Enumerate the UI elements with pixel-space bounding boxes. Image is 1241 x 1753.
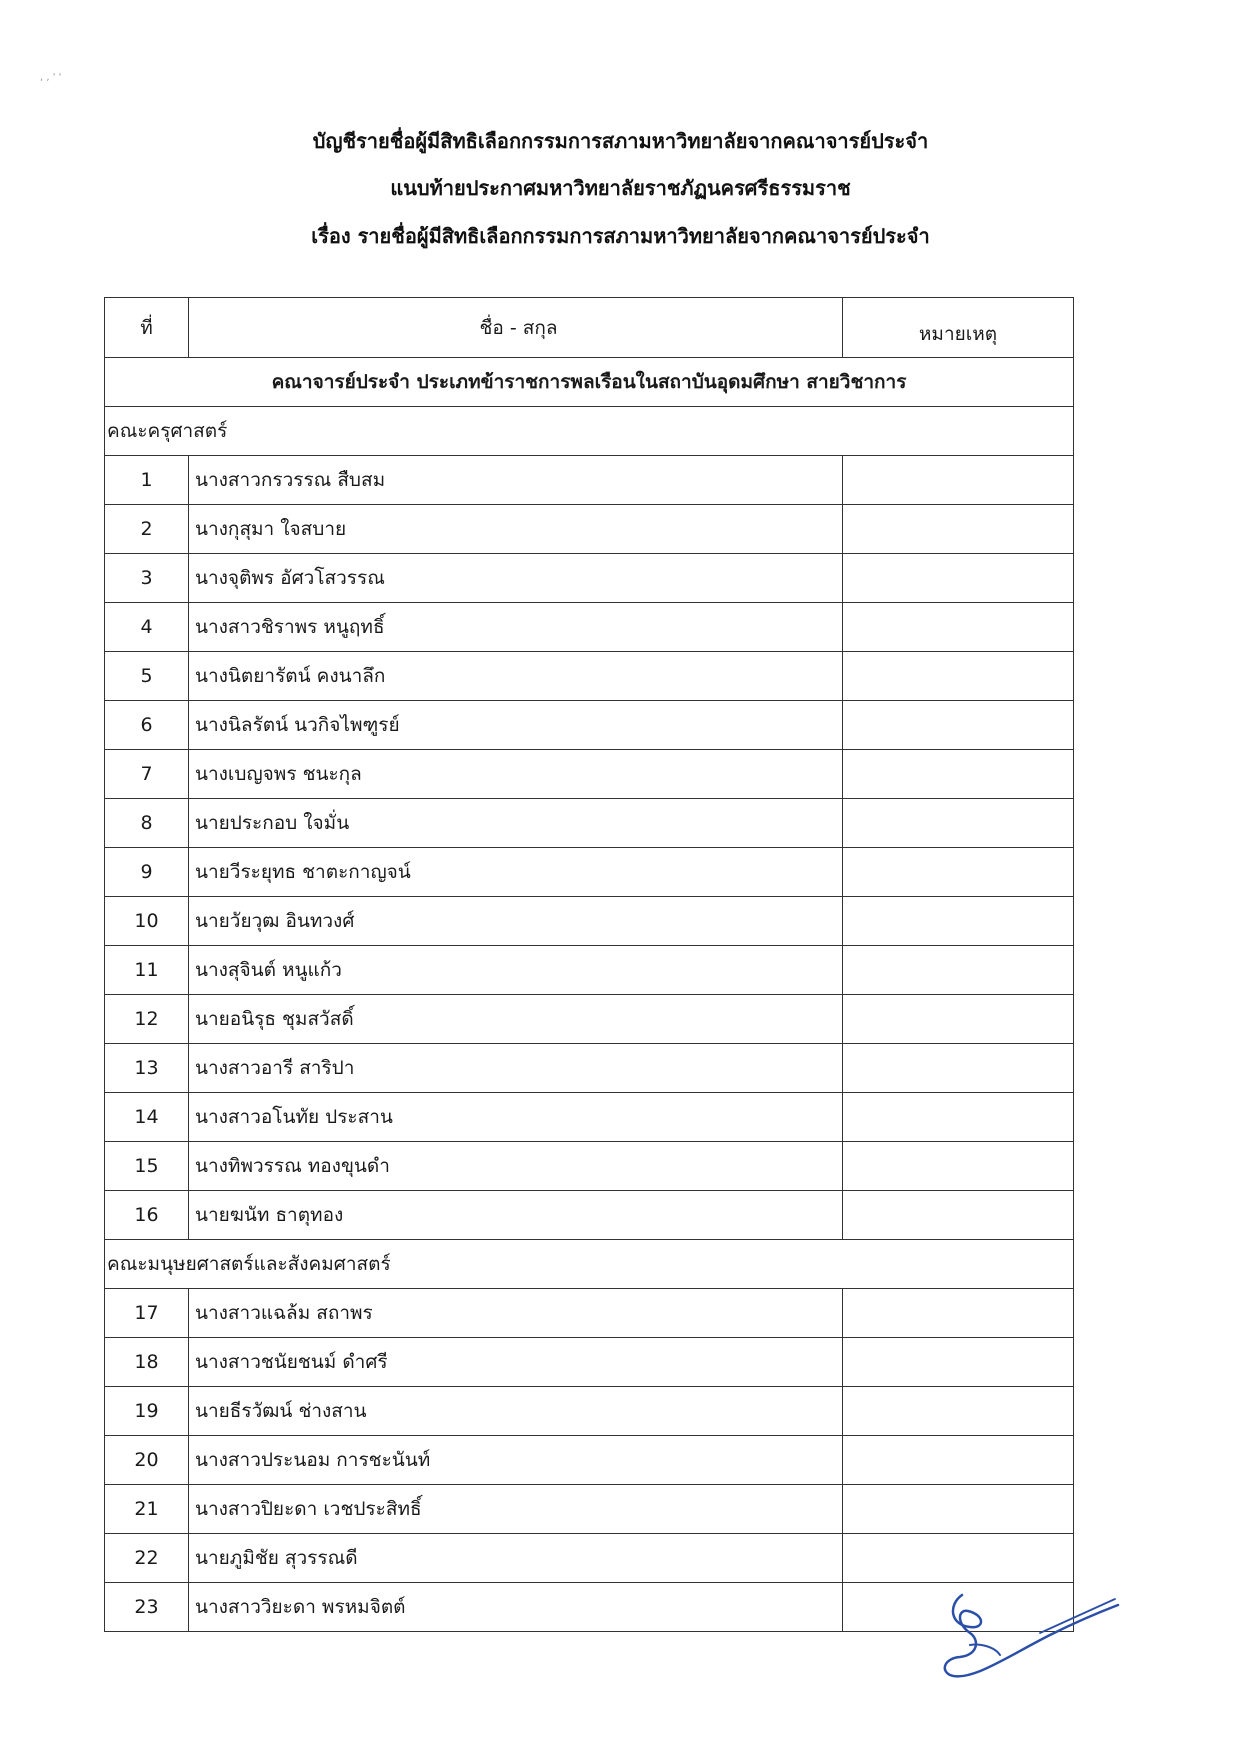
signature-image bbox=[940, 1585, 1120, 1690]
table-row bbox=[105, 456, 1074, 505]
row-full-name: นางสาวชนัยชนม์ ดำศรี bbox=[189, 1338, 843, 1387]
row-number: 9 bbox=[105, 848, 189, 897]
row-number: 17 bbox=[105, 1289, 189, 1338]
table-row bbox=[105, 554, 1074, 603]
row-number: 15 bbox=[105, 1142, 189, 1191]
row-note bbox=[843, 848, 1074, 897]
row-number: 6 bbox=[105, 701, 189, 750]
row-note bbox=[843, 1289, 1074, 1338]
table-row bbox=[105, 1142, 1074, 1191]
row-number: 3 bbox=[105, 554, 189, 603]
table-row bbox=[105, 750, 1074, 799]
row-full-name: นางสาวอารี สาริปา bbox=[189, 1044, 843, 1093]
row-full-name: นางจุติพร อัศวโสวรรณ bbox=[189, 554, 843, 603]
row-number: 8 bbox=[105, 799, 189, 848]
table-row bbox=[105, 1485, 1074, 1534]
table-row bbox=[105, 701, 1074, 750]
row-number: 12 bbox=[105, 995, 189, 1044]
scan-specks: , , ' ' bbox=[40, 72, 62, 83]
row-full-name: นายธีรวัฒน์ ช่างสาน bbox=[189, 1387, 843, 1436]
row-note bbox=[843, 1044, 1074, 1093]
eligible-voters-table bbox=[104, 297, 1074, 1632]
row-full-name: นางเบญจพร ชนะกุล bbox=[189, 750, 843, 799]
row-full-name: นางสาววิยะดา พรหมจิตต์ bbox=[189, 1583, 843, 1632]
row-note bbox=[843, 554, 1074, 603]
table-row bbox=[105, 995, 1074, 1044]
faculty-row bbox=[105, 1240, 1074, 1289]
row-number: 22 bbox=[105, 1534, 189, 1583]
table-row bbox=[105, 505, 1074, 554]
row-full-name: นางสาวประนอม การชะนันท์ bbox=[189, 1436, 843, 1485]
row-full-name: นายอนิรุธ ชุมสวัสดิ์ bbox=[189, 995, 843, 1044]
table-row bbox=[105, 1387, 1074, 1436]
table-row bbox=[105, 1534, 1074, 1583]
row-full-name: นายวัยวุฒ อินทวงศ์ bbox=[189, 897, 843, 946]
row-full-name: นางสุจินต์ หนูแก้ว bbox=[189, 946, 843, 995]
table-row bbox=[105, 897, 1074, 946]
row-note bbox=[843, 652, 1074, 701]
row-note bbox=[843, 505, 1074, 554]
row-number: 14 bbox=[105, 1093, 189, 1142]
header-line-3: เรื่อง รายชื่อผู้มีสิทธิเลือกกรรมการสภามหาวิทยาลัยจากคณาจารย์ประจำ bbox=[311, 224, 930, 248]
table-row bbox=[105, 603, 1074, 652]
row-number: 23 bbox=[105, 1583, 189, 1632]
row-note bbox=[843, 1534, 1074, 1583]
row-number: 21 bbox=[105, 1485, 189, 1534]
row-note bbox=[843, 1387, 1074, 1436]
header-name: ชื่อ - สกุล bbox=[189, 298, 843, 358]
header-note: หมายเหตุ bbox=[843, 298, 1074, 358]
table-row bbox=[105, 652, 1074, 701]
table-header-row bbox=[105, 298, 1074, 358]
row-full-name: นายประกอบ ใจมั่น bbox=[189, 799, 843, 848]
row-number: 7 bbox=[105, 750, 189, 799]
row-note bbox=[843, 1093, 1074, 1142]
table-row bbox=[105, 1289, 1074, 1338]
row-full-name: นางสาวชิราพร หนูฤทธิ์ bbox=[189, 603, 843, 652]
row-note bbox=[843, 995, 1074, 1044]
table-row bbox=[105, 1436, 1074, 1485]
row-number: 4 bbox=[105, 603, 189, 652]
table-row bbox=[105, 1191, 1074, 1240]
row-note bbox=[843, 799, 1074, 848]
row-note bbox=[843, 946, 1074, 995]
row-full-name: นางทิพวรรณ ทองขุนดำ bbox=[189, 1142, 843, 1191]
row-full-name: นายวีระยุทธ ชาตะกาญจน์ bbox=[189, 848, 843, 897]
row-number: 1 bbox=[105, 456, 189, 505]
row-number: 18 bbox=[105, 1338, 189, 1387]
table-row bbox=[105, 1583, 1074, 1632]
row-number: 11 bbox=[105, 946, 189, 995]
header-line-2: แนบท้ายประกาศมหาวิทยาลัยราชภัฏนครศรีธรรมราช bbox=[390, 176, 851, 200]
row-note bbox=[843, 1191, 1074, 1240]
row-full-name: นางสาวกรวรรณ สืบสม bbox=[189, 456, 843, 505]
row-note bbox=[843, 1338, 1074, 1387]
row-full-name: นายฆนัท ธาตุทอง bbox=[189, 1191, 843, 1240]
row-note bbox=[843, 701, 1074, 750]
row-full-name: นางสาวปิยะดา เวชประสิทธิ์ bbox=[189, 1485, 843, 1534]
faculty-name: คณะครุศาสตร์ bbox=[105, 407, 1074, 456]
row-full-name: นางนิตยารัตน์ คงนาลึก bbox=[189, 652, 843, 701]
row-note bbox=[843, 1142, 1074, 1191]
row-number: 10 bbox=[105, 897, 189, 946]
faculty-name: คณะมนุษยศาสตร์และสังคมศาสตร์ bbox=[105, 1240, 1074, 1289]
header-line-1: บัญชีรายชื่อผู้มีสิทธิเลือกกรรมการสภามหาวิทยาลัยจากคณาจารย์ประจำ bbox=[312, 129, 929, 153]
table-row bbox=[105, 1338, 1074, 1387]
table-row bbox=[105, 946, 1074, 995]
row-full-name: นางสาวอโนทัย ประสาน bbox=[189, 1093, 843, 1142]
row-note bbox=[843, 456, 1074, 505]
row-full-name: นางนิลรัตน์ นวกิจไพฑูรย์ bbox=[189, 701, 843, 750]
table-row bbox=[105, 848, 1074, 897]
row-number: 16 bbox=[105, 1191, 189, 1240]
row-note bbox=[843, 1485, 1074, 1534]
row-number: 2 bbox=[105, 505, 189, 554]
row-full-name: นางสาวแฉล้ม สถาพร bbox=[189, 1289, 843, 1338]
category-row bbox=[105, 358, 1074, 407]
row-number: 20 bbox=[105, 1436, 189, 1485]
header-no: ที่ bbox=[105, 298, 189, 358]
table-row bbox=[105, 799, 1074, 848]
category-label: คณาจารย์ประจำ ประเภทข้าราชการพลเรือนในสถาบันอุดมศึกษา สายวิชาการ bbox=[105, 358, 1074, 407]
row-note bbox=[843, 750, 1074, 799]
row-number: 19 bbox=[105, 1387, 189, 1436]
table-row bbox=[105, 1093, 1074, 1142]
row-full-name: นางกุสุมา ใจสบาย bbox=[189, 505, 843, 554]
row-note bbox=[843, 603, 1074, 652]
table-row bbox=[105, 1044, 1074, 1093]
row-full-name: นายภูมิชัย สุวรรณดี bbox=[189, 1534, 843, 1583]
faculty-row bbox=[105, 407, 1074, 456]
row-note bbox=[843, 1436, 1074, 1485]
row-number: 13 bbox=[105, 1044, 189, 1093]
row-number: 5 bbox=[105, 652, 189, 701]
row-note bbox=[843, 897, 1074, 946]
